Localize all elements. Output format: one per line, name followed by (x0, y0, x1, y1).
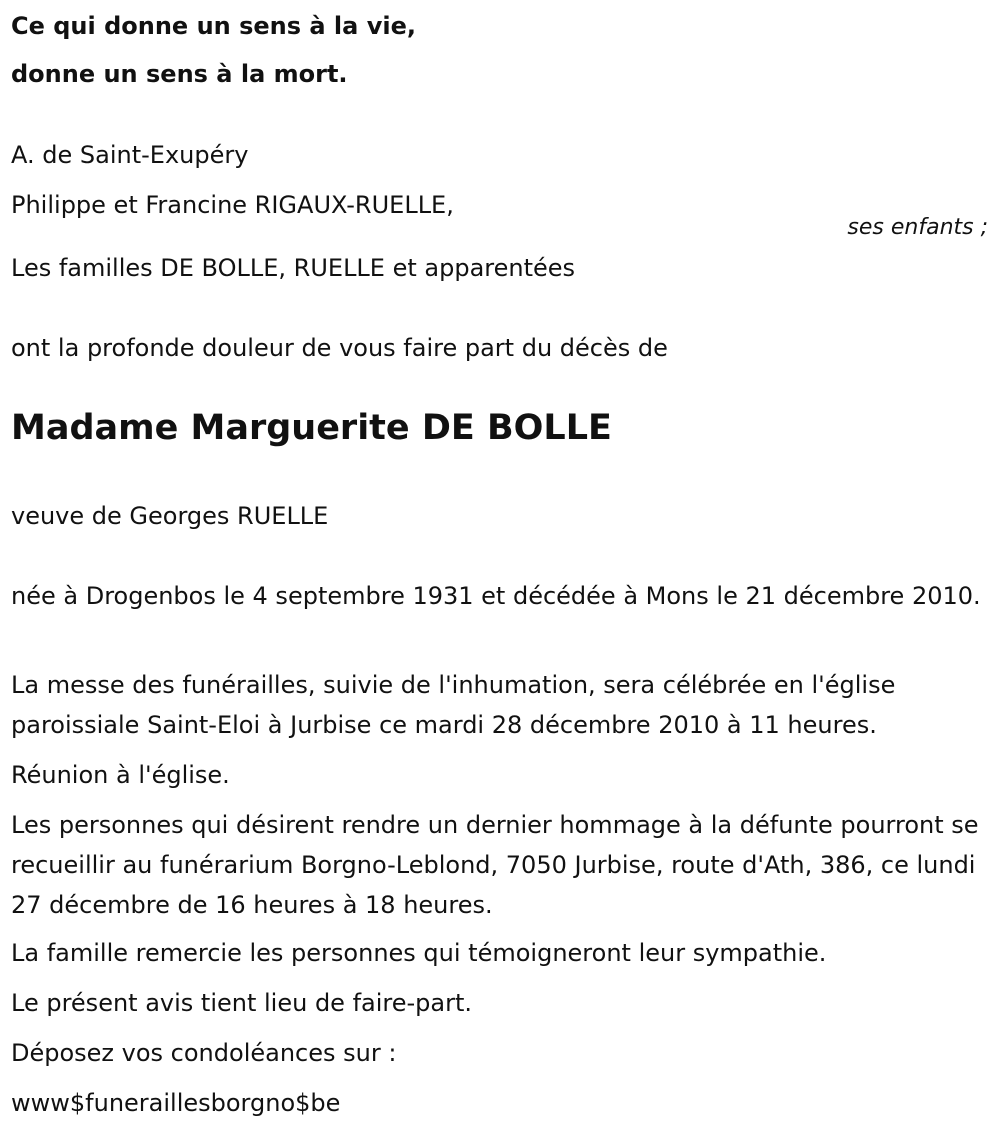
children-note: ses enfants ; (847, 215, 988, 240)
children-names: Philippe et Francine RIGAUX-RUELLE, (11, 191, 454, 219)
meeting-line: Réunion à l'église. (11, 761, 230, 789)
funerarium-paragraph: Les personnes qui désirent rendre un dernier hommage à la défunte pourront se recueillir au funérarium Borgno-Leblond, 7050 Jurbise, route d'Ath, 386, ce lundi 27 décembre de 16 heures à 18 heures. (11, 811, 979, 919)
condolences-url[interactable]: www$funeraillesborgno$be (11, 1089, 341, 1117)
quote-line-1: Ce qui donne un sens à la vie, (11, 12, 416, 40)
thanks-line: La famille remercie les personnes qui témoigneront leur sympathie. (11, 939, 827, 967)
funeral-mass-paragraph: La messe des funérailles, suivie de l'inhumation, sera célébrée en l'église paroissiale Saint-Eloi à Jurbise ce mardi 28 décembre 2010 à 11 heures. (11, 671, 896, 739)
quote-author: A. de Saint-Exupéry (11, 141, 249, 169)
condolences-label: Déposez vos condoléances sur : (11, 1039, 397, 1067)
quote-line-2: donne un sens à la mort. (11, 60, 348, 88)
birth-death-paragraph: née à Drogenbos le 4 septembre 1931 et décédée à Mons le 21 décembre 2010. (11, 582, 981, 610)
deceased-name: Madame Marguerite DE BOLLE (11, 408, 612, 448)
widow-of-line: veuve de Georges RUELLE (11, 502, 329, 530)
relatives-line: Les familles DE BOLLE, RUELLE et apparentées (11, 254, 576, 282)
announcement-intro: ont la profonde douleur de vous faire part du décès de (11, 334, 668, 362)
notice-line: Le présent avis tient lieu de faire-part. (11, 989, 473, 1017)
